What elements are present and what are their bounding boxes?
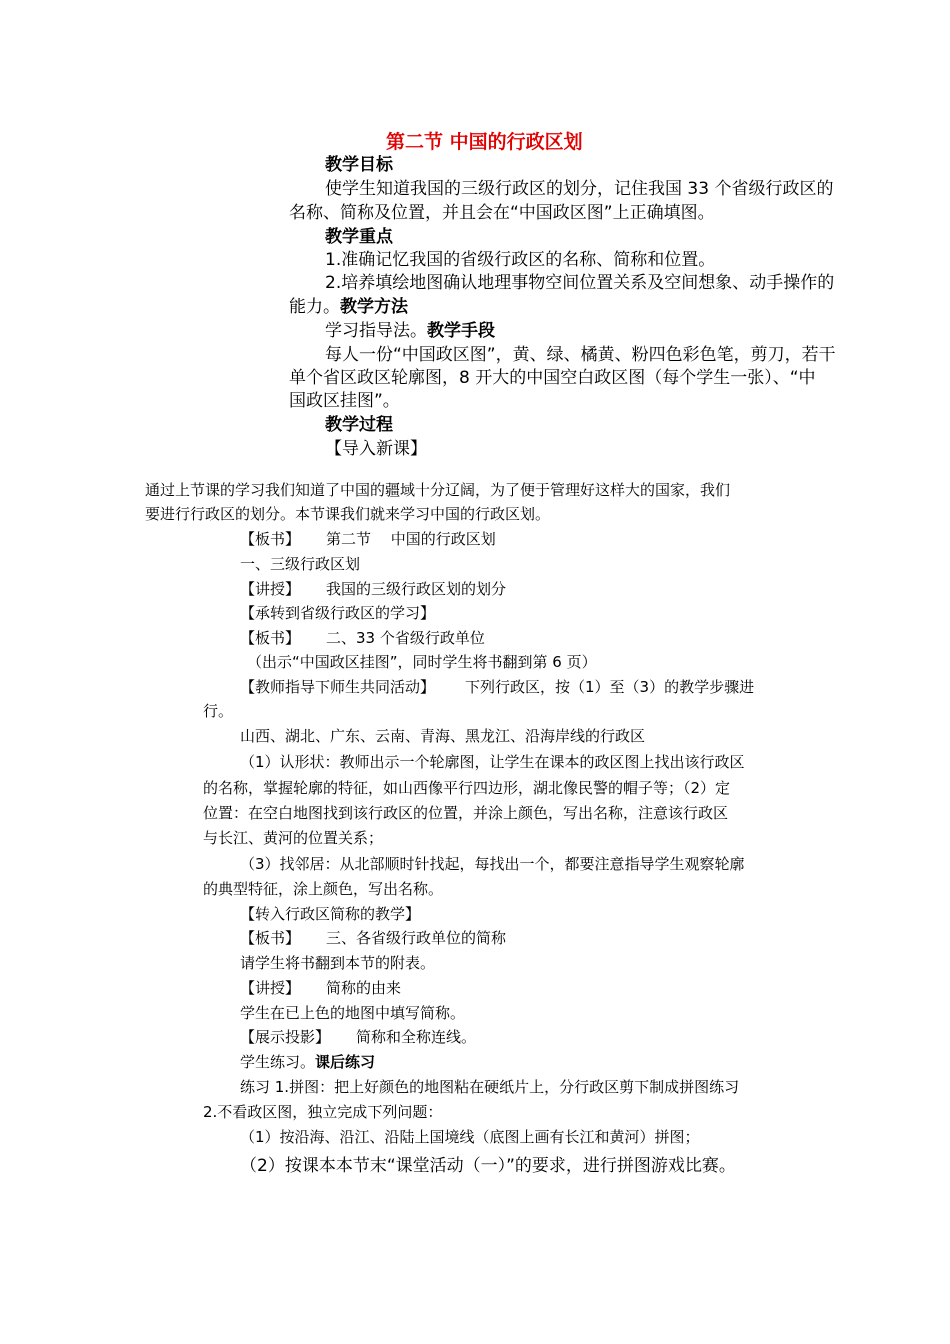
step-3-line-1: （3）找邻居：从北部顺时针找起，每找出一个，都要注意指导学生观察轮廓 xyxy=(240,855,745,873)
lecture-1-tag: 【讲授】 xyxy=(240,580,301,598)
exercise-2-item-2: （2）按课本本节末“课堂活动（一）”的要求，进行拼图游戏比赛。 xyxy=(240,1156,736,1176)
board-2 xyxy=(240,627,485,648)
board-3 xyxy=(240,927,506,948)
exercise-2-item-1: （1）按沿海、沿江、沿陆上国境线（底图上画有长江和黄河）拼图； xyxy=(240,1128,700,1146)
method-text: 学习指导法。 xyxy=(325,321,427,341)
practice-line xyxy=(240,1051,375,1072)
step-1-line-1: （1）认形状：教师出示一个轮廓图，让学生在课本的政区图上找出该行政区 xyxy=(240,753,745,771)
projection-tag: 【展示投影】 xyxy=(240,1028,331,1046)
lecture-1-text: 我国的三级行政区划的划分 xyxy=(326,580,507,598)
exercise-2: 2.不看政区图，独立完成下列问题： xyxy=(203,1103,443,1121)
means-heading: 教学手段 xyxy=(427,321,495,341)
lecture-2 xyxy=(240,977,401,998)
board-2-text: 二、33 个省级行政单位 xyxy=(326,629,485,647)
means-line-2: 单个省区政区轮廓图，8 开大的中国空白政区图（每个学生一张）、“中 xyxy=(289,368,816,388)
lecture-2-tag: 【讲授】 xyxy=(240,979,301,997)
step-1-line-4: 与长江、黄河的位置关系； xyxy=(203,829,384,847)
activity-text: 下列行政区，按（1）至（3）的教学步骤进 xyxy=(465,678,755,696)
section-1: 一、三级行政区划 xyxy=(240,555,361,573)
practice-text: 学生练习。 xyxy=(240,1053,316,1071)
board-1-text: 第二节 中国的行政区划 xyxy=(326,530,496,548)
goals-line-1: 使学生知道我国的三级行政区的划分，记住我国 33 个省级行政区的 xyxy=(325,179,834,199)
step-1-line-2: 的名称，掌握轮廓的特征，如山西像平行四边形，湖北像民警的帽子等；（2）定 xyxy=(203,779,731,797)
activity xyxy=(240,676,754,697)
goals-heading: 教学目标 xyxy=(325,155,393,175)
show-map-note: （出示“中国政区挂图”，同时学生将书翻到第 6 页） xyxy=(247,653,597,671)
means-line-1: 每人一份“中国政区图”，黄、绿、橘黄、粉四色彩色笔，剪刀，若干 xyxy=(325,345,836,365)
lecture-1 xyxy=(240,578,506,599)
board-1-tag: 【板书】 xyxy=(240,530,301,548)
activity-continued: 行。 xyxy=(203,702,234,720)
step-1-line-3: 位置：在空白地图找到该行政区的位置，并涂上颜色，写出名称，注意该行政区 xyxy=(203,804,729,822)
step-3-line-2: 的典型特征，涂上颜色，写出名称。 xyxy=(203,880,444,898)
board-1 xyxy=(240,528,496,549)
board-3-tag: 【板书】 xyxy=(240,929,301,947)
key-point-1: 1.准确记忆我国的省级行政区的名称、简称和位置。 xyxy=(325,250,716,270)
intro-line-1: 通过上节课的学习我们知道了中国的疆域十分辽阔，为了便于管理好这样大的国家，我们 xyxy=(145,481,731,499)
intro-line-2: 要进行行政区的划分。本节课我们就来学习中国的行政区划。 xyxy=(145,505,551,523)
fill-abbreviations: 学生在已上色的地图中填写简称。 xyxy=(240,1004,466,1022)
page-title: 第二节 中国的行政区划 xyxy=(386,131,583,153)
exercise-1: 练习 1.拼图：把上好颜色的地图粘在硬纸片上，分行政区剪下制成拼图练习 xyxy=(240,1078,740,1096)
projection-text: 简称和全称连线。 xyxy=(356,1028,477,1046)
method-line xyxy=(325,316,495,341)
lecture-2-text: 简称的由来 xyxy=(326,979,402,997)
transition-2: 【转入行政区简称的教学】 xyxy=(240,905,421,923)
projection xyxy=(240,1026,476,1047)
province-list: 山西、湖北、广东、云南、青海、黑龙江、沿海岸线的行政区 xyxy=(240,727,646,745)
key-point-2-tail: 能力。 xyxy=(289,297,340,317)
process-heading: 教学过程 xyxy=(325,415,393,435)
board-3-text: 三、各省级行政单位的简称 xyxy=(326,929,507,947)
means-line-3: 国政区挂图”。 xyxy=(289,391,400,411)
method-heading: 教学方法 xyxy=(340,297,408,317)
practice-heading: 课后练习 xyxy=(315,1053,376,1071)
board-2-tag: 【板书】 xyxy=(240,629,301,647)
key-point-2: 2.培养填绘地图确认地理事物空间位置关系及空间想象、动手操作的 xyxy=(325,273,835,293)
goals-line-2: 名称、简称及位置，并且会在“中国政区图”上正确填图。 xyxy=(289,203,715,223)
transition-1: 【承转到省级行政区的学习】 xyxy=(240,604,436,622)
key-points-heading: 教学重点 xyxy=(325,227,393,247)
activity-tag: 【教师指导下师生共同活动】 xyxy=(240,678,436,696)
key-point-2-continued xyxy=(289,292,408,317)
intro-tag: 【导入新课】 xyxy=(325,439,427,459)
turn-page-note: 请学生将书翻到本节的附表。 xyxy=(240,954,436,972)
